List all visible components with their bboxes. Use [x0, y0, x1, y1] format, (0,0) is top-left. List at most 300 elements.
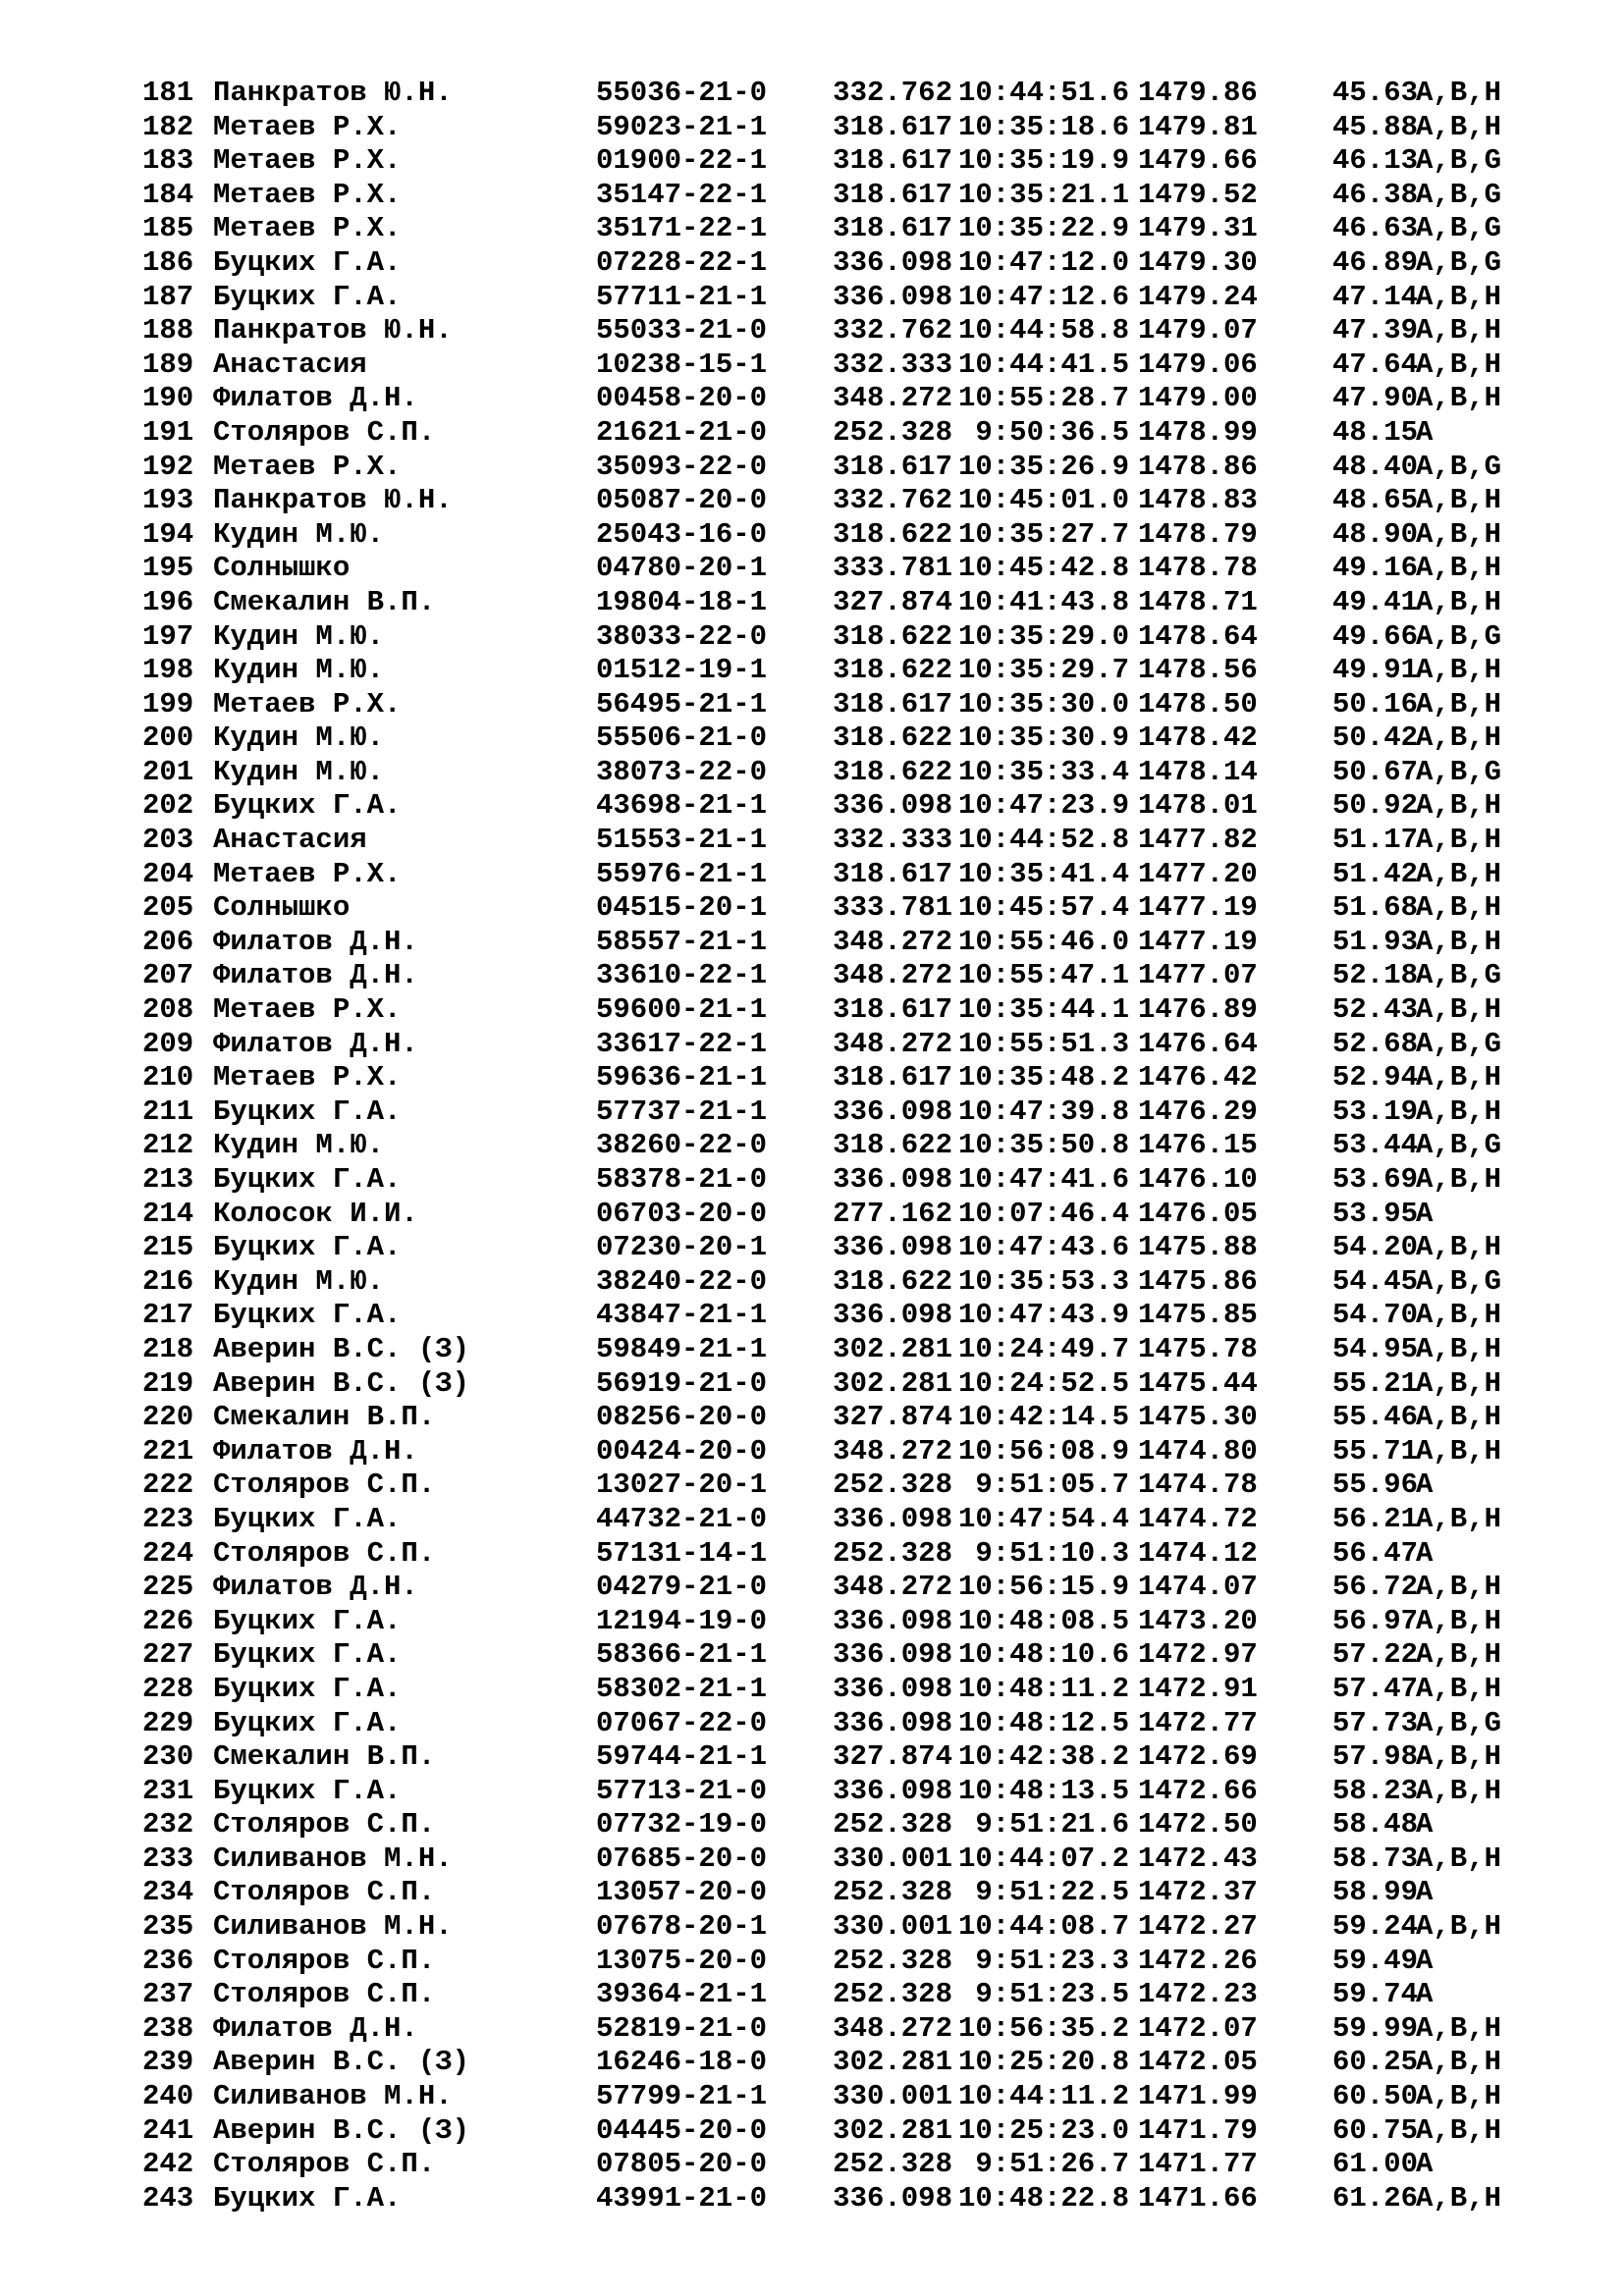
position-number: 195	[142, 552, 194, 585]
ring-number: 55036-21-0	[596, 77, 768, 109]
table-row	[142, 1571, 1556, 1605]
groups: A,B,G	[1416, 619, 1502, 653]
fancier-name: Панкратов Ю.Н.	[213, 77, 453, 109]
table-row	[142, 1028, 1556, 1062]
fancier-name: Смекалин В.П.	[213, 1401, 436, 1434]
points: 60.25	[1332, 2046, 1419, 2079]
distance: 318.622	[833, 654, 952, 687]
table-row	[142, 1231, 1556, 1265]
fancier-name: Солнышко	[213, 891, 351, 925]
table-row	[142, 1707, 1556, 1741]
groups: A,B,G	[1416, 1264, 1502, 1298]
arrival-time: 9:51:05.7	[975, 1468, 1129, 1502]
distance: 318.617	[833, 144, 952, 178]
arrival-time: 10:35:21.1	[957, 178, 1129, 211]
table-row	[142, 1468, 1556, 1503]
groups: A	[1416, 1468, 1434, 1502]
speed: 1479.86	[1138, 77, 1258, 109]
speed: 1478.64	[1138, 619, 1258, 653]
table-row	[142, 1435, 1556, 1469]
position-number: 231	[142, 1774, 194, 1807]
speed: 1479.06	[1138, 347, 1258, 381]
ring-number: 57713-21-0	[596, 1774, 768, 1807]
position-number: 236	[142, 1944, 194, 1977]
arrival-time: 10:48:22.8	[957, 2181, 1129, 2215]
ring-number: 52819-21-0	[596, 2011, 768, 2045]
points: 53.95	[1332, 1197, 1419, 1230]
points: 53.44	[1332, 1129, 1419, 1162]
speed: 1472.77	[1138, 1706, 1258, 1739]
groups: A,B,H	[1416, 314, 1502, 347]
arrival-time: 10:44:11.2	[957, 2080, 1129, 2113]
distance: 336.098	[833, 1299, 952, 1332]
speed: 1472.07	[1138, 2011, 1258, 2045]
points: 56.72	[1332, 1571, 1419, 1604]
groups: A,B,H	[1416, 2080, 1502, 2113]
fancier-name: Буцких Г.А.	[213, 1604, 402, 1637]
arrival-time: 10:35:30.0	[957, 687, 1129, 721]
ring-number: 56495-21-1	[596, 687, 768, 721]
groups: A,B,H	[1416, 993, 1502, 1027]
speed: 1471.99	[1138, 2080, 1258, 2113]
fancier-name: Филатов Д.Н.	[213, 2011, 418, 2045]
ring-number: 33610-22-1	[596, 959, 768, 992]
fancier-name: Столяров С.П.	[213, 2148, 436, 2181]
arrival-time: 10:48:13.5	[957, 1774, 1129, 1807]
ring-number: 16246-18-0	[596, 2046, 768, 2079]
speed: 1471.66	[1138, 2181, 1258, 2215]
groups: A,B,H	[1416, 2113, 1502, 2147]
table-row	[142, 891, 1556, 926]
groups: A,B,H	[1416, 654, 1502, 687]
arrival-time: 10:42:38.2	[957, 1740, 1129, 1774]
speed: 1474.12	[1138, 1536, 1258, 1570]
fancier-name: Метаев Р.Х.	[213, 212, 402, 245]
position-number: 225	[142, 1571, 194, 1604]
arrival-time: 10:44:51.6	[957, 77, 1129, 109]
speed: 1475.78	[1138, 1332, 1258, 1365]
groups: A,B,H	[1416, 1842, 1502, 1875]
ring-number: 07678-20-1	[596, 1910, 768, 1944]
ring-number: 55033-21-0	[596, 314, 768, 347]
position-number: 202	[142, 789, 194, 823]
speed: 1479.31	[1138, 212, 1258, 245]
speed: 1478.14	[1138, 755, 1258, 788]
position-number: 204	[142, 857, 194, 890]
points: 59.99	[1332, 2011, 1419, 2045]
ring-number: 35171-22-1	[596, 212, 768, 245]
fancier-name: Смекалин В.П.	[213, 1740, 436, 1774]
position-number: 194	[142, 517, 194, 551]
arrival-time: 10:47:43.9	[957, 1299, 1129, 1332]
ring-number: 07067-22-0	[596, 1706, 768, 1739]
position-number: 214	[142, 1197, 194, 1230]
fancier-name: Метаев Р.Х.	[213, 1061, 402, 1095]
ring-number: 43847-21-1	[596, 1299, 768, 1332]
fancier-name: Буцких Г.А.	[213, 1163, 402, 1196]
arrival-time: 10:45:57.4	[957, 891, 1129, 925]
speed: 1476.42	[1138, 1061, 1258, 1095]
ring-number: 59600-21-1	[596, 993, 768, 1027]
ring-number: 59744-21-1	[596, 1740, 768, 1774]
ring-number: 07732-19-0	[596, 1808, 768, 1842]
arrival-time: 10:47:54.4	[957, 1502, 1129, 1535]
arrival-time: 10:47:12.0	[957, 245, 1129, 279]
points: 58.48	[1332, 1808, 1419, 1842]
arrival-time: 9:50:36.5	[975, 415, 1129, 449]
arrival-time: 10:35:22.9	[957, 212, 1129, 245]
distance: 330.001	[833, 1842, 952, 1875]
fancier-name: Буцких Г.А.	[213, 2181, 402, 2215]
groups: A,B,H	[1416, 382, 1502, 415]
position-number: 190	[142, 382, 194, 415]
ring-number: 19804-18-1	[596, 585, 768, 618]
position-number: 183	[142, 144, 194, 178]
points: 53.69	[1332, 1163, 1419, 1196]
ring-number: 05087-20-0	[596, 484, 768, 517]
ring-number: 35147-22-1	[596, 178, 768, 211]
table-row	[142, 77, 1556, 111]
distance: 318.622	[833, 755, 952, 788]
ring-number: 44732-21-0	[596, 1502, 768, 1535]
points: 50.42	[1332, 721, 1419, 755]
fancier-name: Аверин В.С. (З)	[213, 1366, 470, 1400]
points: 57.47	[1332, 1672, 1419, 1705]
table-row	[142, 2114, 1556, 2149]
table-row	[142, 1876, 1556, 1910]
position-number: 201	[142, 755, 194, 788]
table-row	[142, 1673, 1556, 1707]
position-number: 212	[142, 1129, 194, 1162]
groups: A	[1416, 1808, 1434, 1842]
speed: 1478.42	[1138, 721, 1258, 755]
table-row	[142, 1163, 1556, 1198]
fancier-name: Столяров С.П.	[213, 1468, 436, 1502]
groups: A	[1416, 1978, 1434, 2011]
ring-number: 38033-22-0	[596, 619, 768, 653]
distance: 332.762	[833, 77, 952, 109]
arrival-time: 10:56:35.2	[957, 2011, 1129, 2045]
fancier-name: Кудин М.Ю.	[213, 1264, 385, 1298]
position-number: 233	[142, 1842, 194, 1875]
distance: 336.098	[833, 1502, 952, 1535]
arrival-time: 10:35:29.0	[957, 619, 1129, 653]
fancier-name: Метаев Р.Х.	[213, 687, 402, 721]
table-row	[142, 586, 1556, 620]
fancier-name: Силиванов М.Н.	[213, 1842, 453, 1875]
position-number: 189	[142, 347, 194, 381]
arrival-time: 9:51:23.3	[975, 1944, 1129, 1977]
arrival-time: 10:35:18.6	[957, 110, 1129, 143]
speed: 1474.72	[1138, 1502, 1258, 1535]
groups: A,B,G	[1416, 245, 1502, 279]
arrival-time: 10:44:52.8	[957, 824, 1129, 857]
distance: 318.617	[833, 110, 952, 143]
table-row	[142, 1740, 1556, 1775]
table-row	[142, 2012, 1556, 2047]
groups: A,B,H	[1416, 1434, 1502, 1468]
position-number: 191	[142, 415, 194, 449]
fancier-name: Буцких Г.А.	[213, 1672, 402, 1705]
arrival-time: 10:35:30.9	[957, 721, 1129, 755]
table-row	[142, 111, 1556, 145]
points: 48.65	[1332, 484, 1419, 517]
distance: 252.328	[833, 1536, 952, 1570]
table-row	[142, 1842, 1556, 1877]
table-row	[142, 2182, 1556, 2216]
groups: A,B,H	[1416, 721, 1502, 755]
points: 45.88	[1332, 110, 1419, 143]
points: 58.23	[1332, 1774, 1419, 1807]
table-row	[142, 1945, 1556, 1979]
distance: 348.272	[833, 1571, 952, 1604]
groups: A,B,H	[1416, 1740, 1502, 1774]
position-number: 226	[142, 1604, 194, 1637]
distance: 336.098	[833, 1706, 952, 1739]
speed: 1475.88	[1138, 1231, 1258, 1264]
ring-number: 01512-19-1	[596, 654, 768, 687]
points: 60.50	[1332, 2080, 1419, 2113]
ring-number: 07685-20-0	[596, 1842, 768, 1875]
ring-number: 58557-21-1	[596, 925, 768, 958]
points: 55.71	[1332, 1434, 1419, 1468]
groups: A,B,H	[1416, 484, 1502, 517]
distance: 348.272	[833, 1434, 952, 1468]
fancier-name: Буцких Г.А.	[213, 1299, 402, 1332]
ring-number: 13027-20-1	[596, 1468, 768, 1502]
points: 61.00	[1332, 2148, 1419, 2181]
groups: A	[1416, 415, 1434, 449]
speed: 1472.69	[1138, 1740, 1258, 1774]
points: 59.49	[1332, 1944, 1419, 1977]
position-number: 205	[142, 891, 194, 925]
distance: 336.098	[833, 789, 952, 823]
ring-number: 21621-21-0	[596, 415, 768, 449]
table-row	[142, 1367, 1556, 1402]
distance: 332.333	[833, 824, 952, 857]
groups: A,B,H	[1416, 552, 1502, 585]
arrival-time: 10:55:46.0	[957, 925, 1129, 958]
speed: 1472.37	[1138, 1876, 1258, 1909]
arrival-time: 10:55:28.7	[957, 382, 1129, 415]
position-number: 240	[142, 2080, 194, 2113]
fancier-name: Анастасия	[213, 824, 367, 857]
speed: 1478.71	[1138, 585, 1258, 618]
speed: 1474.80	[1138, 1434, 1258, 1468]
fancier-name: Буцких Г.А.	[213, 245, 402, 279]
arrival-time: 10:24:52.5	[957, 1366, 1129, 1400]
groups: A,B,H	[1416, 2011, 1502, 2045]
groups: A,B,H	[1416, 1672, 1502, 1705]
fancier-name: Метаев Р.Х.	[213, 110, 402, 143]
fancier-name: Буцких Г.А.	[213, 1638, 402, 1672]
distance: 318.622	[833, 619, 952, 653]
distance: 302.281	[833, 2113, 952, 2147]
points: 50.16	[1332, 687, 1419, 721]
fancier-name: Буцких Г.А.	[213, 1231, 402, 1264]
points: 46.38	[1332, 178, 1419, 211]
fancier-name: Аверин В.С. (З)	[213, 1332, 470, 1365]
table-row	[142, 1775, 1556, 1809]
ring-number: 04445-20-0	[596, 2113, 768, 2147]
speed: 1475.86	[1138, 1264, 1258, 1298]
table-row	[142, 959, 1556, 993]
points: 57.98	[1332, 1740, 1419, 1774]
points: 56.47	[1332, 1536, 1419, 1570]
fancier-name: Столяров С.П.	[213, 1978, 436, 2011]
fancier-name: Кудин М.Ю.	[213, 1129, 385, 1162]
fancier-name: Кудин М.Ю.	[213, 721, 385, 755]
ring-number: 58366-21-1	[596, 1638, 768, 1672]
position-number: 216	[142, 1264, 194, 1298]
position-number: 229	[142, 1706, 194, 1739]
points: 55.21	[1332, 1366, 1419, 1400]
points: 46.13	[1332, 144, 1419, 178]
distance: 336.098	[833, 245, 952, 279]
groups: A	[1416, 1197, 1434, 1230]
position-number: 208	[142, 993, 194, 1027]
arrival-time: 10:47:23.9	[957, 789, 1129, 823]
position-number: 182	[142, 110, 194, 143]
position-number: 198	[142, 654, 194, 687]
position-number: 228	[142, 1672, 194, 1705]
arrival-time: 10:35:26.9	[957, 450, 1129, 483]
groups: A,B,H	[1416, 1095, 1502, 1128]
table-row	[142, 858, 1556, 892]
distance: 318.622	[833, 1264, 952, 1298]
speed: 1474.07	[1138, 1571, 1258, 1604]
fancier-name: Столяров С.П.	[213, 1536, 436, 1570]
speed: 1471.79	[1138, 2113, 1258, 2147]
arrival-time: 10:25:20.8	[957, 2046, 1129, 2079]
speed: 1472.43	[1138, 1842, 1258, 1875]
speed: 1476.10	[1138, 1163, 1258, 1196]
fancier-name: Аверин В.С. (З)	[213, 2046, 470, 2079]
ring-number: 01900-22-1	[596, 144, 768, 178]
table-row	[142, 2046, 1556, 2080]
points: 49.66	[1332, 619, 1419, 653]
groups: A,B,H	[1416, 1061, 1502, 1095]
table-row	[142, 1061, 1556, 1095]
arrival-time: 10:41:43.8	[957, 585, 1129, 618]
points: 54.45	[1332, 1264, 1419, 1298]
ring-number: 43698-21-1	[596, 789, 768, 823]
position-number: 227	[142, 1638, 194, 1672]
arrival-time: 10:48:11.2	[957, 1672, 1129, 1705]
fancier-name: Метаев Р.Х.	[213, 450, 402, 483]
fancier-name: Филатов Д.Н.	[213, 1571, 418, 1604]
points: 52.68	[1332, 1027, 1419, 1060]
speed: 1476.05	[1138, 1197, 1258, 1230]
arrival-time: 9:51:23.5	[975, 1978, 1129, 2011]
points: 55.96	[1332, 1468, 1419, 1502]
speed: 1479.66	[1138, 144, 1258, 178]
table-row	[142, 1299, 1556, 1333]
groups: A,B,H	[1416, 1502, 1502, 1535]
points: 48.40	[1332, 450, 1419, 483]
groups: A	[1416, 1876, 1434, 1909]
points: 58.99	[1332, 1876, 1419, 1909]
arrival-time: 10:35:19.9	[957, 144, 1129, 178]
position-number: 188	[142, 314, 194, 347]
speed: 1472.26	[1138, 1944, 1258, 1977]
position-number: 184	[142, 178, 194, 211]
fancier-name: Буцких Г.А.	[213, 280, 402, 313]
speed: 1472.66	[1138, 1774, 1258, 1807]
speed: 1476.64	[1138, 1027, 1258, 1060]
arrival-time: 10:35:48.2	[957, 1061, 1129, 1095]
fancier-name: Филатов Д.Н.	[213, 1434, 418, 1468]
speed: 1472.97	[1138, 1638, 1258, 1672]
ring-number: 04279-21-0	[596, 1571, 768, 1604]
groups: A,B,H	[1416, 1604, 1502, 1637]
speed: 1477.19	[1138, 925, 1258, 958]
groups: A,B,H	[1416, 824, 1502, 857]
table-row	[142, 179, 1556, 213]
arrival-time: 10:42:14.5	[957, 1401, 1129, 1434]
position-number: 237	[142, 1978, 194, 2011]
ring-number: 58378-21-0	[596, 1163, 768, 1196]
distance: 336.098	[833, 1163, 952, 1196]
speed: 1477.07	[1138, 959, 1258, 992]
distance: 318.617	[833, 993, 952, 1027]
arrival-time: 10:24:49.7	[957, 1332, 1129, 1365]
speed: 1472.23	[1138, 1978, 1258, 2011]
distance: 252.328	[833, 1978, 952, 2011]
table-row	[142, 281, 1556, 315]
arrival-time: 10:48:12.5	[957, 1706, 1129, 1739]
table-row	[142, 348, 1556, 383]
ring-number: 38240-22-0	[596, 1264, 768, 1298]
position-number: 196	[142, 585, 194, 618]
fancier-name: Метаев Р.Х.	[213, 857, 402, 890]
distance: 327.874	[833, 585, 952, 618]
points: 46.89	[1332, 245, 1419, 279]
ring-number: 10238-15-1	[596, 347, 768, 381]
ring-number: 59023-21-1	[596, 110, 768, 143]
position-number: 203	[142, 824, 194, 857]
position-number: 211	[142, 1095, 194, 1128]
arrival-time: 10:47:43.6	[957, 1231, 1129, 1264]
ring-number: 12194-19-0	[596, 1604, 768, 1637]
arrival-time: 10:47:12.6	[957, 280, 1129, 313]
speed: 1478.79	[1138, 517, 1258, 551]
distance: 333.781	[833, 891, 952, 925]
arrival-time: 10:45:01.0	[957, 484, 1129, 517]
groups: A,B,H	[1416, 789, 1502, 823]
ring-number: 06703-20-0	[596, 1197, 768, 1230]
ring-number: 51553-21-1	[596, 824, 768, 857]
points: 51.42	[1332, 857, 1419, 890]
ring-number: 57131-14-1	[596, 1536, 768, 1570]
table-row	[142, 654, 1556, 688]
groups: A,B,H	[1416, 1774, 1502, 1807]
ring-number: 00424-20-0	[596, 1434, 768, 1468]
points: 51.93	[1332, 925, 1419, 958]
distance: 330.001	[833, 1910, 952, 1944]
distance: 302.281	[833, 1332, 952, 1365]
points: 51.68	[1332, 891, 1419, 925]
points: 47.90	[1332, 382, 1419, 415]
points: 49.16	[1332, 552, 1419, 585]
points: 50.67	[1332, 755, 1419, 788]
arrival-time: 10:47:39.8	[957, 1095, 1129, 1128]
fancier-name: Кудин М.Ю.	[213, 517, 385, 551]
distance: 336.098	[833, 1672, 952, 1705]
table-row	[142, 212, 1556, 246]
groups: A,B,H	[1416, 110, 1502, 143]
speed: 1478.83	[1138, 484, 1258, 517]
